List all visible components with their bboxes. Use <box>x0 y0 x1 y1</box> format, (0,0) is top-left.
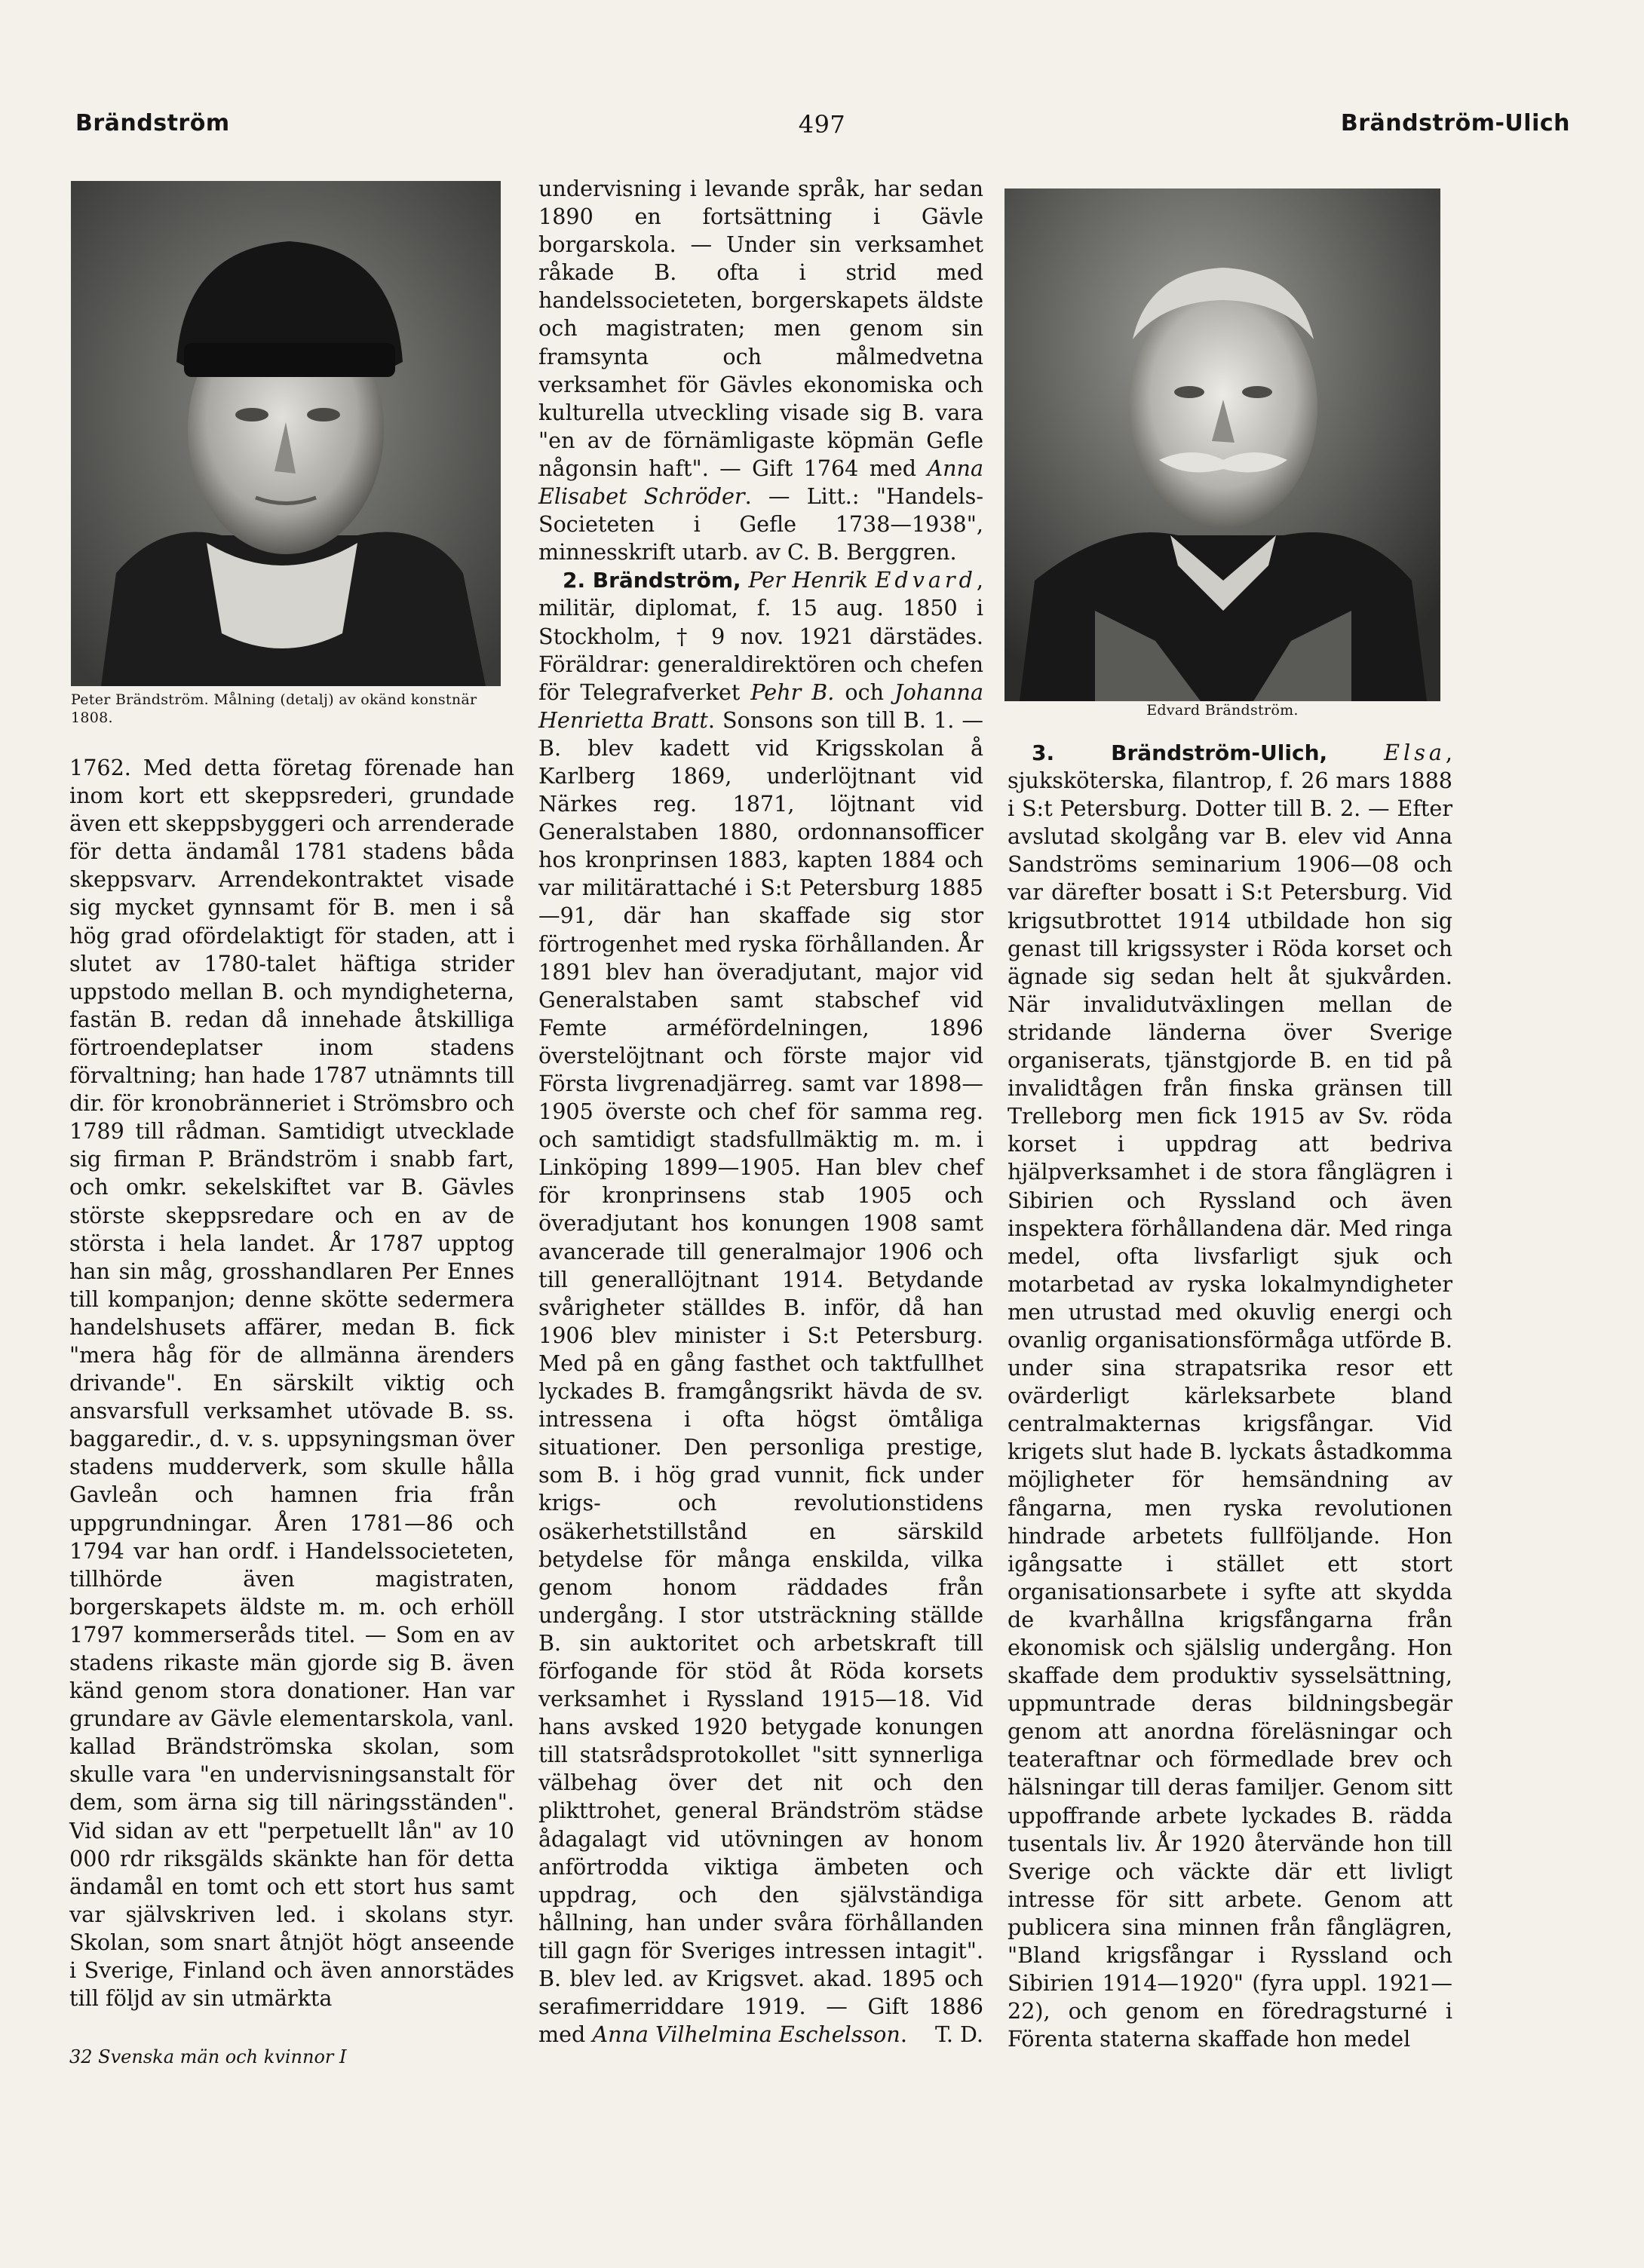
entry-3-number: 3. <box>1032 740 1055 765</box>
entry-2-spaced-name: Edvard <box>875 567 977 593</box>
spouse-2-name: Anna Vilhelmina Eschelsson <box>592 2021 900 2048</box>
column-2-text-a: undervisning i levande språk, har sedan 1890 en fortsättning i Gävle borgarskola. — Under sin verksamhet råkade B. ofta i strid med handelssocieteten, borgerskapets äldste och magistraten; men genom sin framsynta och målmedvetna verksamhet för Gävles ekonomiska och kulturella utveckling visade sig B. vara "en av de förnämligaste köpmän Gefle någonsin haft". — Gift 1764 med <box>538 176 983 481</box>
portrait-peter-brandstrom <box>71 181 501 686</box>
column-3 <box>1008 739 1452 2053</box>
column-2 <box>538 175 983 2049</box>
caption-left: Peter Brändström. Målning (detalj) av okänd konstnär 1808. <box>71 691 477 726</box>
portrait-peter-image <box>71 181 501 686</box>
spouse-1-name: Anna Elisabet Schröder <box>538 455 983 510</box>
author-signature: T. D. <box>934 2021 983 2048</box>
running-head-left: Brändström <box>75 110 230 136</box>
entry-2-text-c: , militär, diplomat, f. 15 aug. 1850 i Stockholm, † 9 nov. 1921 därstädes. Föräldrar: generaldirektören och chefen för Telegrafverket <box>538 567 983 705</box>
caption-right: Edvard Brändström. <box>1146 702 1299 719</box>
entry-2-text-f: . <box>900 2021 907 2048</box>
entry-2-number: 2. <box>563 568 586 593</box>
entry-2-surname: Brändström, <box>592 568 741 593</box>
entry-3-spaced-name: Elsa <box>1384 740 1446 765</box>
father-name: Pehr B. <box>750 679 835 705</box>
entry-3 <box>1008 739 1452 2053</box>
entry-2-text-d: och <box>834 679 894 705</box>
column-2-paragraph-1 <box>538 175 983 566</box>
entry-3-surname: Brändström-Ulich, <box>1111 740 1328 765</box>
signature-footer: 32 Svenska män och kvinnor I <box>69 2046 347 2067</box>
column-1-text: 1762. Med detta företag förenade han inom kort ett skeppsrederi, grundade även ett skeppsbyggeri och arrenderade för detta ändamål 1781 stadens båda skeppsvarv. Arrendekontraktet visade sig mycket gynnsamt för B. men i så hög grad ofördelaktigt för staden, att i slutet av 1780-talet häftiga strider uppstodo mellan B. och myndigheterna, fastän B. redan då innehade åtskilliga förtroendeplatser inom stadens förvaltning; han hade 1787 utnämnts till dir. för kronobränneriet i Strömsbro och 1789 till rådman. Samtidigt utvecklade sig firman P. Brändström i snabb fart, och omkr. sekelskiftet var B. Gävles störste skeppsredare och en av de största i hela landet. År 1787 upptog han sin måg, grosshandlaren Per Ennes till kompanjon; denne skötte sedermera handelshusets affärer, medan B. fick "mera håg för de allmänna ärenders drivande". En särskilt viktig och ansvarsfull verksamhet utövade B. ss. baggaredir., d. v. s. uppsyningsman över stadens mudderverk, som skulle hålla Gavleån och hamnen fria från uppgrundningar. Åren 1781—86 och 1794 var han ordf. i Handelssocieteten, tillhörde även magistraten, borgerskapets äldste m. m. och erhöll 1797 kommerseråds titel. — Som en av stadens rikaste män gjorde sig B. även känd genom stora donationer. Han var grundare av Gävle elementarskola, vanl. kallad Brändströmska skolan, som skulle vara "en undervisningsanstalt för dem, som ärna sig till näringsständen". Vid sidan av ett "perpetuellt lån" av 10 000 rdr riksgälds skänkte han för detta ändamål en tomt och ett stort hus samt var självskriven led. i skolans styr. Skolan, som snart åtnjöt högt anseende i Sverige, Finland och även annorstädes till följd av sin utmärkta <box>69 755 514 2012</box>
running-head-right: Brändström-Ulich <box>1340 110 1570 136</box>
column-1 <box>69 754 514 2012</box>
entry-2-text-e: . Sonsons son till B. 1. — B. blev kadett vid Krigsskolan å Karlberg 1869, underlöjtnant vid Närkes reg. 1871, löjtnant vid Generalstaben 1880, ordonnansofficer hos kronprinsen 1883, kapten 1884 och var militärattaché i S:t Petersburg 1885—91, där han skaffade sig stor förtrogenhet med ryska förhållanden. År 1891 blev han överadjutant, major vid Generalstaben samt stabschef vid Femte arméfördelningen, 1896 överstelöjtnant och förste major vid Första livgrenadjärreg. samt var 1898—1905 överste och chef för samma reg. och samtidigt stadsfullmäktig m. m. i Linköping 1899—1905. Han blev chef för kronprinsens stab 1905 och överadjutant hos konungen 1908 samt avancerade till generalmajor 1906 och till generallöjtnant 1914. Betydande svårigheter ställdes B. inför, då han 1906 blev minister i S:t Petersburg. Med på en gång fasthet och taktfullhet lyckades B. framgångsrikt hävda de sv. intressena i ofta högst ömtåliga situationer. Den personliga prestige, som B. i hög grad vunnit, fick under krigs- och revolutionstidens osäkerhetstillstånd en särskild betydelse för många enskilda, vilka genom honom räddades från undergång. I stor utsträckning ställde B. sin auktoritet och arbetskraft till förfogande för stöd åt Röda korsets verksamhet i Ryssland 1915—18. Vid hans avsked 1920 betygade konungen till statsrådsprotokollet "sitt synnerliga välbehag över det nit och den plikttrohet, general Brändström städse ådagalagt vid utövningen av honom anförtrodda viktiga ämbeten och uppdrag, och den självständiga hållning, han under svåra förhållanden till gagn för Sveriges intressen intagit". B. blev led. av Krigsvet. akad. 1895 och serafimerriddare 1919. — Gift 1886 med <box>538 706 983 2048</box>
portrait-edvard-image <box>1004 188 1440 701</box>
portrait-edvard-brandstrom <box>1004 188 1440 701</box>
mother-name: Johanna Henrietta Bratt <box>538 679 984 733</box>
column-2-text-b: . — Litt.: "Handels-Societeten i Gefle 1738—1938", minnesskrift utarb. av C. B. Berggren. <box>538 483 983 565</box>
entry-2-given-names: Per Henrik <box>748 567 868 593</box>
page-number: 497 <box>798 110 846 139</box>
entry-3-text: , sjuksköterska, filantrop, f. 26 mars 1888 i S:t Petersburg. Dotter till B. 2. — Efter avslutad skolgång var B. elev vid Anna Sandströms seminarium 1906—08 och var därefter bosatt i S:t Petersburg. Vid krigsutbrottet 1914 utbildade hon sig genast till krigssyster i Röda korset och ägnade sig sedan helt åt sjukvården. När invalidutväxlingen mellan de stridande länderna över Sverige organiserats, tjänstgjorde B. en tid på invalidtågen från finska gränsen till Trelleborg men fick 1915 av Sv. röda korset i uppdrag att bedriva hjälpverksamhet i de stora fånglägren i Sibirien och Ryssland och även inspektera förhållandena där. Med ringa medel, ofta livsfarligt sjuk och motarbetad av ryska lokalmyndigheter men utrustad med okuvlig energi och ovanlig organisationsförmåga utförde B. under sina strapatsrika resor ett ovärderligt kärleksarbete bland centralmakternas krigsfångar. Vid krigets slut hade B. lyckats åstadkomma möjligheter för hemsändning av fångarna, men ryska revolutionen hindrade arbetets fullföljande. Hon igångsatte i stället ett stort organisationsarbete i syfte att skydda de kvarhållna krigsfångarna från ekonomisk och själslig undergång. Hon skaffade dem produktiv sysselsättning, uppmuntrade deras bildningsbegär genom att anordna föreläsningar och teateraftnar och förmedlade brev och hälsningar till deras familjer. Genom sitt uppoffrande arbete lyckades B. rädda tusentals liv. År 1920 återvände hon till Sverige och väckte där ett livligt intresse för sitt arbete. Genom att publicera sina minnen från fånglägren, "Bland krigsfångar i Ryssland och Sibirien 1914—1920" (fyra uppl. 1921—22), och genom en föredragsturné i Förenta staterna skaffade hon medel <box>1008 740 1453 2052</box>
entry-2 <box>538 566 983 2049</box>
